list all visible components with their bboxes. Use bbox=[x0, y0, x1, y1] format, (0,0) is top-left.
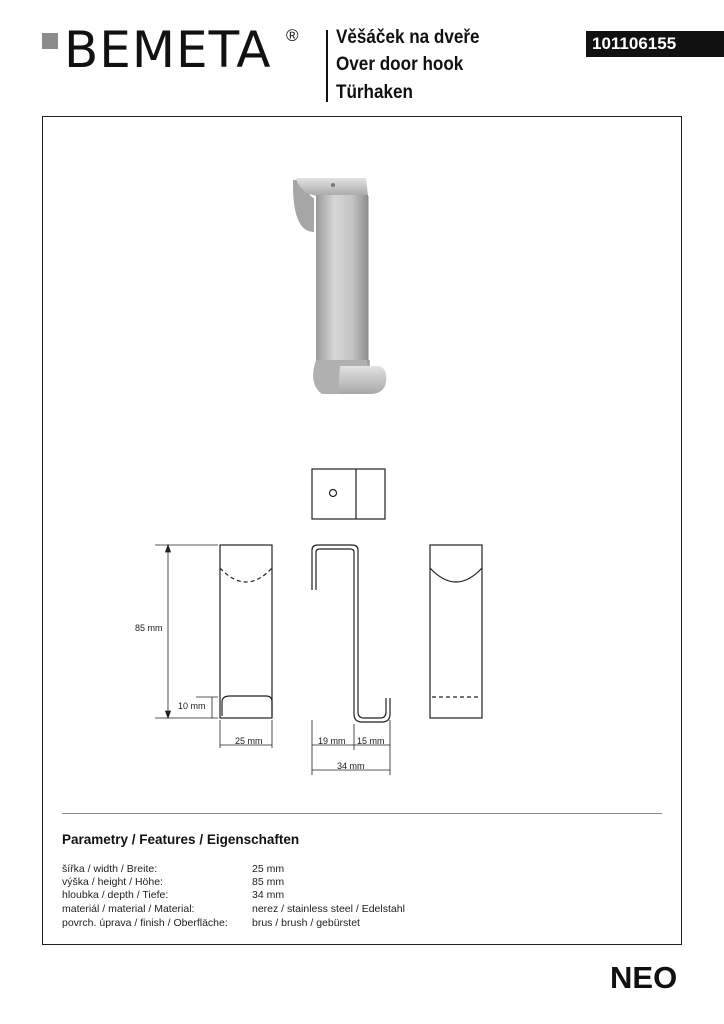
product-code: 101106155 bbox=[586, 31, 724, 57]
series-name: NEO bbox=[610, 960, 678, 995]
dim-hook-height-label: 10 mm bbox=[178, 701, 206, 711]
feature-label-width: šířka / width / Breite: bbox=[62, 863, 158, 875]
dim-inner-depth-label: 19 mm bbox=[318, 736, 346, 746]
title-english: Over door hook bbox=[336, 54, 464, 75]
dim-height-label: 85 mm bbox=[135, 623, 163, 633]
feature-label-depth: hloubka / depth / Tiefe: bbox=[62, 889, 169, 901]
dim-width-label: 25 mm bbox=[235, 736, 263, 746]
feature-label-finish: povrch. úprava / finish / Oberfläche: bbox=[62, 917, 228, 929]
registered-mark: ® bbox=[286, 26, 299, 45]
feature-value-finish: brus / brush / gebürstet bbox=[252, 917, 360, 929]
side-view bbox=[312, 545, 390, 722]
back-view bbox=[430, 545, 482, 718]
brand-logo: BEMETA bbox=[64, 21, 272, 79]
feature-value-depth: 34 mm bbox=[252, 889, 285, 901]
dim-total-depth-label: 34 mm bbox=[337, 761, 365, 771]
feature-label-height: výška / height / Höhe: bbox=[62, 876, 163, 888]
dim-hook-depth-label: 15 mm bbox=[357, 736, 385, 746]
feature-label-material: materiál / material / Material: bbox=[62, 903, 195, 915]
feature-value-material: nerez / stainless steel / Edelstahl bbox=[252, 903, 405, 915]
title-czech: Věšáček na dveře bbox=[336, 27, 480, 48]
front-view bbox=[220, 545, 272, 718]
features-title: Parametry / Features / Eigenschaften bbox=[62, 832, 300, 847]
feature-value-height: 85 mm bbox=[252, 876, 285, 888]
features-divider bbox=[62, 813, 662, 814]
product-photo bbox=[293, 178, 386, 394]
title-german: Türhaken bbox=[336, 82, 413, 103]
top-view bbox=[312, 469, 385, 519]
feature-value-width: 25 mm bbox=[252, 863, 285, 875]
